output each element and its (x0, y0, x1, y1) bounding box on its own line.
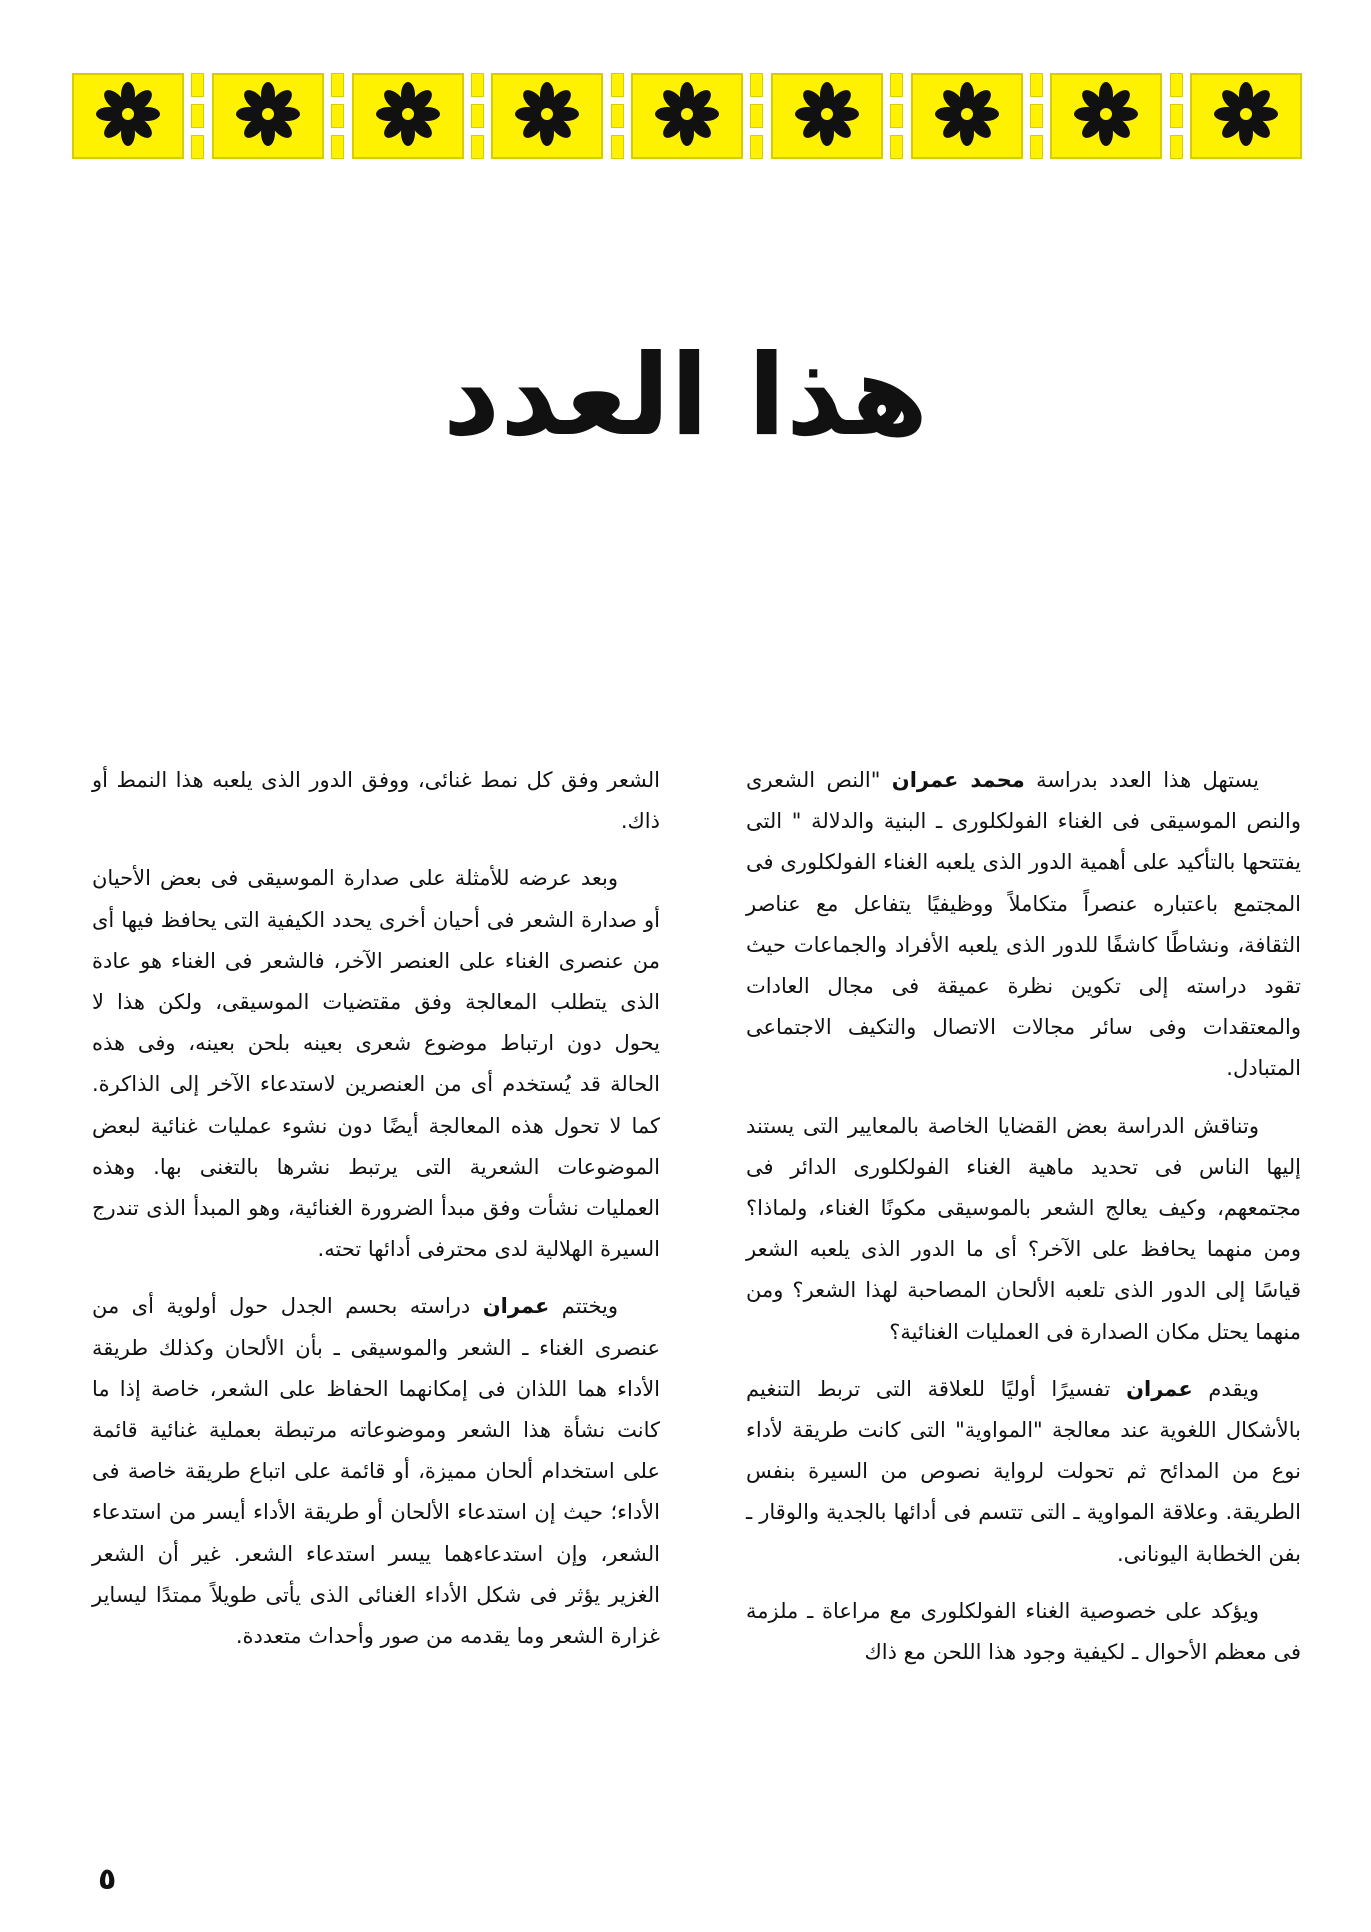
banner-divider (191, 73, 204, 159)
banner-tile (771, 73, 883, 159)
page-number: ٥ (98, 1862, 117, 1897)
flower-icon (652, 79, 722, 153)
banner-divider (471, 73, 484, 159)
banner-tile (72, 73, 184, 159)
flower-icon (93, 79, 163, 153)
paragraph: ويختتم عمران دراسته بحسم الجدل حول أولوية أى من عنصرى الغناء ـ الشعر والموسيقى ـ بأن الألحان وكذلك طريقة الأداء هما اللذان فى إمكانهما الحفاظ على الشعر، خاصة إذا ما كانت نشأة هذا الشعر وموضوعاته مرتبطة بعملية غنائية قائمة على استخدام ألحان مميزة، أو قائمة على اتباع طريقة خاصة فى الأداء؛ حيث إن استدعاء الألحان أو طريقة الأداء أيسر من استدعاء الشعر، وإن استدعاءهما ييسر استدعاء الشعر. غير أن الشعر الغزير يؤثر فى شكل الأداء الغنائى الذى يأتى طويلاً ممتدًا ليساير غزارة الشعر وما يقدمه من صور وأحداث متعددة. (92, 1294, 660, 1649)
flower-icon (373, 79, 443, 153)
banner-divider (331, 73, 344, 159)
banner-tile (911, 73, 1023, 159)
paragraph: يستهل هذا العدد بدراسة محمد عمران "النص الشعرى والنص الموسيقى فى الغناء الفولكلورى ـ البنية والدلالة " التى يفتتحها بالتأكيد على أهمية الدور الذى يلعبه الغناء الفولكلورى فى المجتمع باعتباره عنصراً متكاملاً ووظيفيًا يتفاعل مع عناصر الثقافة، ونشاطًا كاشفًا للدور الذى يلعبه الأفراد والجماعات حيث تقود دراسته إلى تكوين نظرة عميقة فى مجال العادات والمعتقدات وفى سائر مجالات الاتصال والتكيف الاجتماعى المتبادل. (746, 768, 1301, 1081)
author-name: عمران (482, 1294, 550, 1319)
flower-icon (792, 79, 862, 153)
right-column (746, 760, 1301, 1689)
page-title: هذا العدد (442, 331, 929, 461)
banner-tile (491, 73, 603, 159)
author-name: عمران (1126, 1376, 1193, 1401)
banner-tile (1190, 73, 1302, 159)
banner-tile (631, 73, 743, 159)
flower-icon (932, 79, 1002, 153)
paragraph: ويقدم عمران تفسيرًا أوليًا للعلاقة التى تربط التنغيم بالأشكال اللغوية عند معالجة "المواوية" التى كانت طريقة لأداء نوع من المدائح ثم تحولت لرواية نصوص من السيرة بنفس الطريقة. وعلاقة المواوية ـ التى تتسم فى أدائها بالجدية والوقار ـ بفن الخطابة اليونانى. (746, 1376, 1301, 1566)
banner-tile (352, 73, 464, 159)
banner-divider (611, 73, 624, 159)
flower-icon (1211, 79, 1281, 153)
banner-tile (212, 73, 324, 159)
banner-divider (890, 73, 903, 159)
left-column (92, 760, 660, 1673)
flower-icon (233, 79, 303, 153)
paragraph: الشعر وفق كل نمط غنائى، ووفق الدور الذى يلعبه هذا النمط أو ذاك. (92, 768, 660, 834)
decorative-banner (72, 72, 1302, 160)
paragraph: وتناقش الدراسة بعض القضايا الخاصة بالمعايير التى يستند إليها الناس فى تحديد ماهية الغناء الفولكلورى الدائر فى مجتمعهم، وكيف يعالج الشعر بالموسيقى مكونًا الغناء، ولماذا؟ ومن منهما يحافظ على الآخر؟ أى ما الدور الذى يلعبه الشعر قياسًا إلى الدور الذى تلعبه الألحان المصاحبة لهذا الشعر؟ ومن منهما يحتل مكان الصدارة فى العمليات الغنائية؟ (746, 1113, 1301, 1344)
flower-icon (512, 79, 582, 153)
paragraph: وبعد عرضه للأمثلة على صدارة الموسيقى فى بعض الأحيان أو صدارة الشعر فى أحيان أخرى يحدد الكيفية التى يحافظ فيها أى من عنصرى الغناء على العنصر الآخر، فالشعر فى الغناء هو عادة الذى يتطلب المعالجة وفق مقتضيات الموسيقى، ولكن هذا لا يحول دون ارتباط موضوع شعرى بعينه بلحن بعينه، وفى هذه الحالة قد يُستخدم أى من العنصرين لاستدعاء الآخر إلى الذاكرة. كما لا تحول هذه المعالجة أيضًا دون نشوء عمليات غنائية لبعض الموضوعات الشعرية التى يرتبط نشرها بالتغنى بها. وهذه العمليات نشأت وفق مبدأ الضرورة الغنائية، وهو المبدأ الذى تندرج السيرة الهلالية لدى محترفى أدائها تحته. (92, 866, 660, 1262)
paragraph: ويؤكد على خصوصية الغناء الفولكلورى مع مراعاة ـ ملزمة فى معظم الأحوال ـ لكيفية وجود هذا اللحن مع ذاك (746, 1598, 1301, 1665)
flower-icon (1071, 79, 1141, 153)
banner-divider (750, 73, 763, 159)
banner-divider (1170, 73, 1183, 159)
author-name: محمد عمران (891, 768, 1025, 792)
banner-tile (1050, 73, 1162, 159)
banner-divider (1030, 73, 1043, 159)
